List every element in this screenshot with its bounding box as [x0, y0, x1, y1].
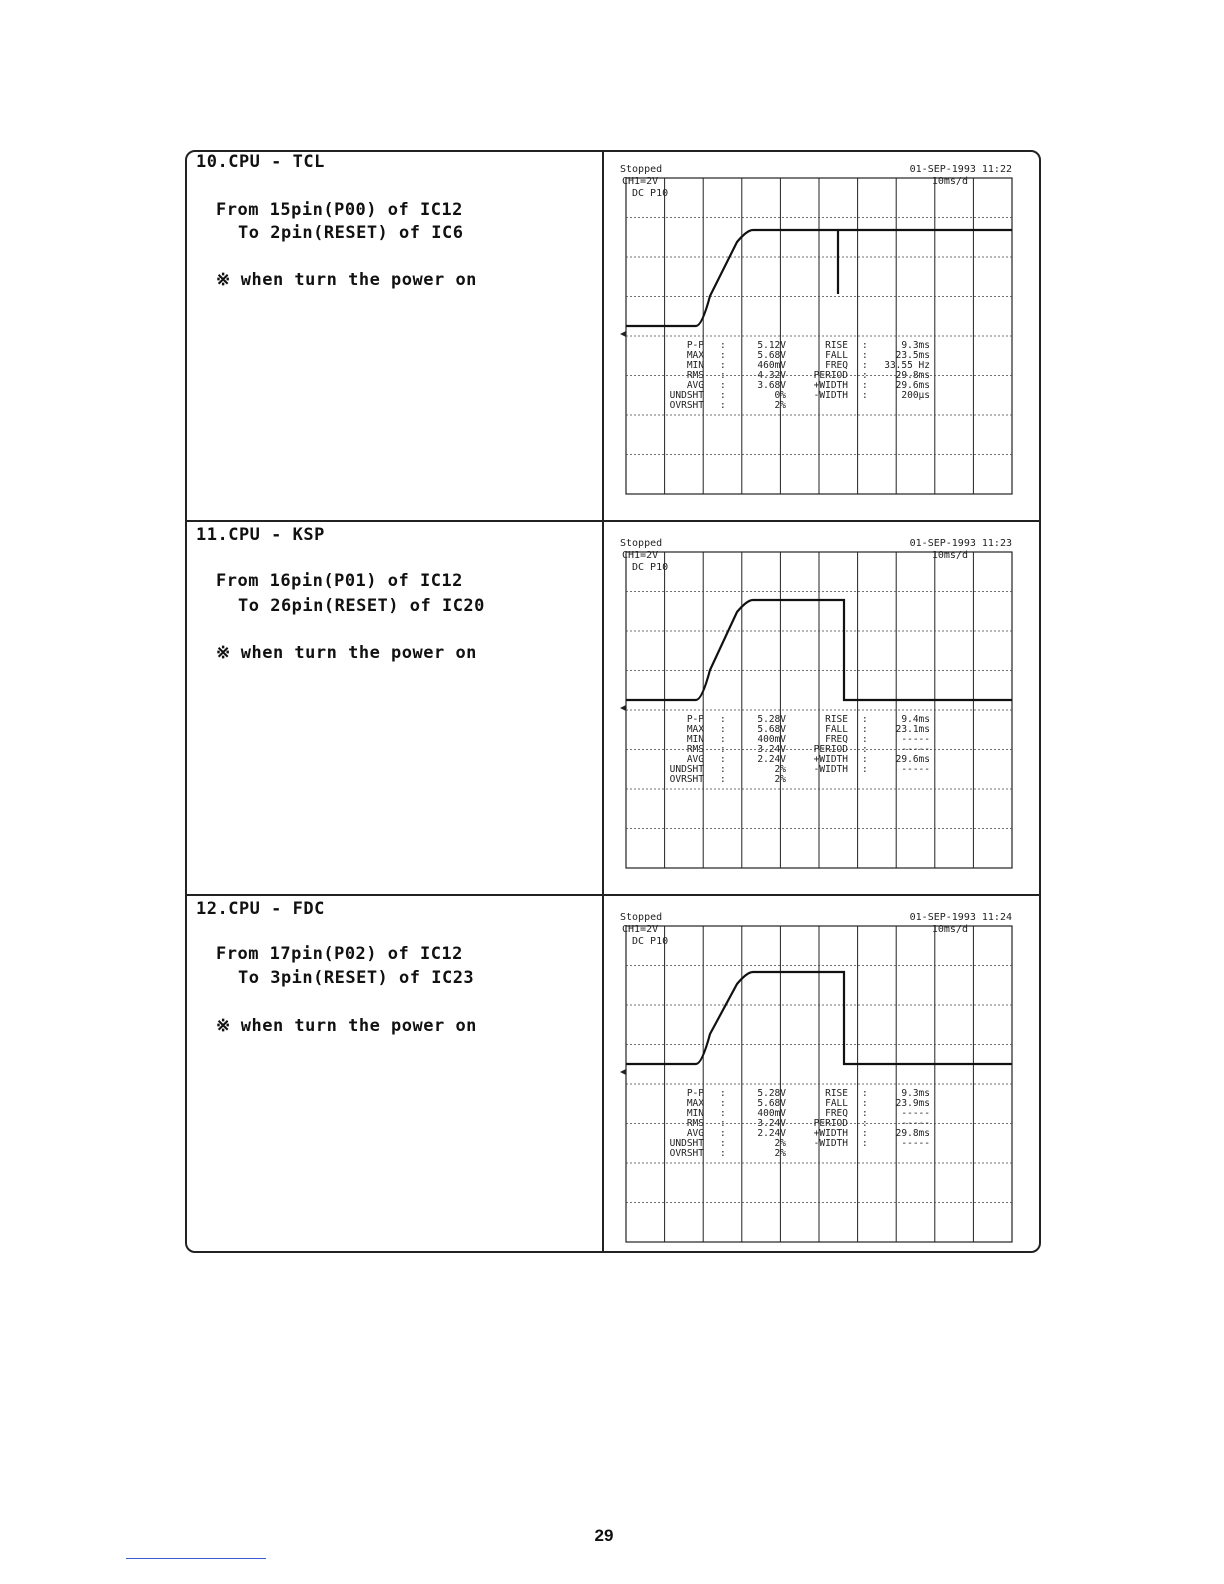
scope-coupling: DC P10 — [632, 562, 669, 573]
section-title: 10.CPU - TCL — [196, 152, 325, 172]
measurement-value: 5.68V — [757, 1098, 786, 1109]
measurement-separator: : — [720, 714, 726, 725]
measurement-value: 2% — [774, 764, 786, 775]
measurement-separator: : — [720, 360, 726, 371]
to-line: To 26pin(RESET) of IC20 — [238, 596, 485, 616]
measurement-separator: : — [720, 744, 726, 755]
measurement-separator: : — [862, 1108, 868, 1119]
measurement-value: 33.55 Hz — [884, 360, 930, 371]
measurement-value: 9.4ms — [901, 714, 930, 725]
measurement-label: MIN — [686, 360, 704, 371]
scope-timebase: 10ms/d — [931, 924, 968, 935]
measurement-separator: : — [862, 744, 868, 755]
measurement-label: OVRSHT — [669, 774, 704, 785]
ground-marker-icon — [620, 705, 626, 711]
scope-coupling: DC P10 — [632, 188, 669, 199]
measurement-value: 200µs — [901, 390, 930, 401]
note-line — [216, 1016, 477, 1036]
measurement-label: AVG — [686, 1128, 704, 1139]
measurement-label: RMS — [686, 744, 704, 755]
measurement-value: ----- — [901, 744, 930, 755]
measurement-value: 2.24V — [757, 1128, 786, 1139]
measurement-value: 23.9ms — [895, 1098, 930, 1109]
measurement-label: RMS — [686, 1118, 704, 1129]
measurement-label: UNDSHT — [669, 764, 704, 775]
scope-timestamp: 01-SEP-1993 11:22 — [909, 164, 1012, 175]
scope-channel: CH1=2V — [622, 924, 659, 935]
measurement-value: 29.8ms — [895, 1128, 930, 1139]
to-line: To 3pin(RESET) of IC23 — [238, 968, 475, 988]
measurement-label: FREQ — [825, 734, 848, 745]
measurement-separator: : — [720, 1148, 726, 1159]
section-title: 11.CPU - KSP — [196, 525, 325, 545]
measurement-value: 3.24V — [757, 744, 786, 755]
from-line: From 15pin(P00) of IC12 — [216, 200, 463, 220]
measurement-label: FALL — [825, 1098, 848, 1109]
scope-svg — [608, 906, 1016, 1266]
note-text: when turn the power on — [240, 270, 477, 290]
measurement-label: OVRSHT — [669, 400, 704, 411]
measurement-label: MAX — [686, 724, 704, 735]
ground-marker-icon — [620, 331, 626, 337]
measurement-separator: : — [862, 380, 868, 391]
measurement-value: 460mV — [757, 360, 786, 371]
measurement-value: 5.68V — [757, 724, 786, 735]
measurement-label: P-P — [686, 714, 704, 725]
measurement-separator: : — [720, 1098, 726, 1109]
measurement-value: 23.1ms — [895, 724, 930, 735]
scope-channel: CH1=2V — [622, 176, 659, 187]
measurement-separator: : — [720, 764, 726, 775]
measurement-separator: : — [862, 754, 868, 765]
scope-status: Stopped — [620, 912, 663, 923]
measurement-label: RISE — [825, 1088, 848, 1099]
ground-marker-icon — [620, 1069, 626, 1075]
measurement-label: P-P — [686, 340, 704, 351]
measurement-label: -WIDTH — [813, 390, 848, 401]
measurement-value: 23.5ms — [895, 350, 930, 361]
measurement-separator: : — [862, 714, 868, 725]
scope-timebase: 10ms/d — [931, 176, 968, 187]
measurement-label: OVRSHT — [669, 1148, 704, 1159]
measurement-value: 4.32V — [757, 370, 786, 381]
row-divider-2 — [185, 894, 1041, 896]
measurement-label: FALL — [825, 724, 848, 735]
measurement-value: 2.24V — [757, 754, 786, 765]
scope-timestamp: 01-SEP-1993 11:23 — [909, 538, 1012, 549]
scope-timestamp: 01-SEP-1993 11:24 — [909, 912, 1012, 923]
measurement-label: +WIDTH — [813, 380, 848, 391]
measurement-separator: : — [720, 340, 726, 351]
from-line: From 16pin(P01) of IC12 — [216, 571, 463, 591]
scope-status: Stopped — [620, 164, 663, 175]
measurement-value: 3.68V — [757, 380, 786, 391]
scope-svg — [608, 532, 1016, 892]
measurement-separator: : — [862, 370, 868, 381]
measurement-value: 29.6ms — [895, 380, 930, 391]
measurement-value: 5.28V — [757, 714, 786, 725]
measurement-separator: : — [720, 380, 726, 391]
measurement-separator: : — [862, 340, 868, 351]
measurement-label: AVG — [686, 380, 704, 391]
measurement-separator: : — [862, 724, 868, 735]
measurement-label: RMS — [686, 370, 704, 381]
measurement-label: RISE — [825, 714, 848, 725]
measurement-value: 5.68V — [757, 350, 786, 361]
measurement-value: 0% — [774, 390, 786, 401]
measurement-value: 400mV — [757, 734, 786, 745]
measurement-label: -WIDTH — [813, 764, 848, 775]
measurement-value: 29.6ms — [895, 754, 930, 765]
reference-mark-icon: ※ — [216, 270, 231, 290]
oscilloscope-screen — [608, 906, 1016, 1266]
scope-status: Stopped — [620, 538, 663, 549]
measurement-value: 2% — [774, 400, 786, 411]
measurement-value: ----- — [901, 734, 930, 745]
measurement-value: ----- — [901, 1108, 930, 1119]
measurement-separator: : — [720, 1118, 726, 1129]
oscilloscope-screen — [608, 532, 1016, 892]
from-line: From 17pin(P02) of IC12 — [216, 944, 463, 964]
measurement-label: AVG — [686, 754, 704, 765]
note-text: when turn the power on — [240, 643, 477, 663]
measurement-label: FREQ — [825, 360, 848, 371]
measurement-label: MIN — [686, 734, 704, 745]
oscilloscope-screen — [608, 158, 1016, 518]
reference-mark-icon: ※ — [216, 1016, 231, 1036]
measurement-separator: : — [720, 370, 726, 381]
measurement-separator: : — [720, 1138, 726, 1149]
measurement-label: UNDSHT — [669, 1138, 704, 1149]
measurement-label: +WIDTH — [813, 1128, 848, 1139]
section-title: 12.CPU - FDC — [196, 899, 325, 919]
measurement-separator: : — [720, 400, 726, 411]
measurement-value: 29.8ms — [895, 370, 930, 381]
row-divider-1 — [185, 520, 1041, 522]
measurement-label: -WIDTH — [813, 1138, 848, 1149]
note-line — [216, 270, 477, 290]
measurement-label: MAX — [686, 350, 704, 361]
measurement-value: 400mV — [757, 1108, 786, 1119]
measurement-separator: : — [862, 764, 868, 775]
measurement-value: 3.24V — [757, 1118, 786, 1129]
measurement-label: FREQ — [825, 1108, 848, 1119]
measurement-separator: : — [862, 360, 868, 371]
scope-svg — [608, 158, 1016, 518]
measurement-label: PERIOD — [813, 1118, 848, 1129]
measurement-separator: : — [862, 1138, 868, 1149]
measurement-label: MIN — [686, 1108, 704, 1119]
measurement-value: 2% — [774, 1138, 786, 1149]
measurement-separator: : — [862, 390, 868, 401]
measurement-separator: : — [720, 1128, 726, 1139]
footer-rule — [126, 1558, 266, 1559]
measurement-label: FALL — [825, 350, 848, 361]
measurement-label: PERIOD — [813, 370, 848, 381]
measurement-separator: : — [720, 774, 726, 785]
measurement-value: 2% — [774, 774, 786, 785]
scope-timebase: 10ms/d — [931, 550, 968, 561]
measurement-separator: : — [720, 734, 726, 745]
measurement-value: ----- — [901, 1138, 930, 1149]
measurement-separator: : — [720, 1088, 726, 1099]
measurement-separator: : — [720, 350, 726, 361]
measurement-value: 2% — [774, 1148, 786, 1159]
measurement-separator: : — [720, 724, 726, 735]
to-line: To 2pin(RESET) of IC6 — [238, 223, 464, 243]
scope-coupling: DC P10 — [632, 936, 669, 947]
measurement-label: +WIDTH — [813, 754, 848, 765]
measurement-separator: : — [862, 1128, 868, 1139]
measurement-separator: : — [720, 390, 726, 401]
measurement-separator: : — [862, 1118, 868, 1129]
measurement-separator: : — [720, 754, 726, 765]
measurement-separator: : — [862, 1098, 868, 1109]
measurement-separator: : — [720, 1108, 726, 1119]
measurement-label: RISE — [825, 340, 848, 351]
measurement-separator: : — [862, 1088, 868, 1099]
measurement-value: 9.3ms — [901, 340, 930, 351]
scope-channel: CH1=2V — [622, 550, 659, 561]
note-text: when turn the power on — [240, 1016, 477, 1036]
measurement-separator: : — [862, 734, 868, 745]
measurement-value: 5.28V — [757, 1088, 786, 1099]
measurement-label: UNDSHT — [669, 390, 704, 401]
reference-mark-icon: ※ — [216, 643, 231, 663]
measurement-label: PERIOD — [813, 744, 848, 755]
measurement-value: ----- — [901, 764, 930, 775]
measurement-separator: : — [862, 350, 868, 361]
page-number: 29 — [594, 1526, 614, 1545]
measurement-value: 5.12V — [757, 340, 786, 351]
measurement-label: MAX — [686, 1098, 704, 1109]
measurement-value: 9.3ms — [901, 1088, 930, 1099]
measurement-value: ----- — [901, 1118, 930, 1129]
note-line — [216, 643, 477, 663]
measurement-label: P-P — [686, 1088, 704, 1099]
column-divider — [602, 150, 604, 1253]
